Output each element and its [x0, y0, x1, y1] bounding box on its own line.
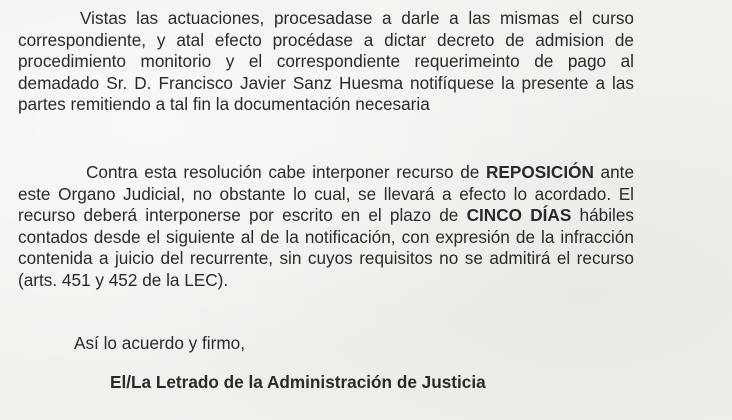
appeal-text-1: Contra esta resolución cabe interponer recurso de	[86, 162, 480, 182]
appeal-text-2: ante este Organo Judicial, no obstante lo cual, se llevará a efecto lo acordado. El recurso deberá interponerse por escrito en el plazo de	[18, 162, 634, 226]
paragraph-appeal	[18, 162, 634, 292]
closing-line: Así lo acuerdo y firmo,	[74, 333, 245, 353]
paragraph-resolution: Vistas las actuaciones, procesadase a darle a las mismas el curso correspondiente, y atal efecto procédase a dictar decreto de admision de procedimiento monitorio y el correspondiente requerimeinto de pago al demadado Sr. D. Francisco Javier Sanz Huesma notifíquese la presente a las partes remitiendo a tal fin la documentación necesaria	[18, 8, 634, 115]
appeal-text-3: hábiles contados desde el siguiente al de la notificación, con expresión de la infracción contenida a juicio del recurrente, sin cuyos requisitos no se admitirá el recurso (arts. 451 y 452 de la LEC).	[18, 205, 634, 290]
appeal-type-bold: REPOSICIÓN	[485, 162, 594, 182]
signature-line: El/La Letrado de la Administración de Justicia	[110, 372, 486, 392]
deadline-bold: CINCO DÍAS	[466, 205, 572, 226]
